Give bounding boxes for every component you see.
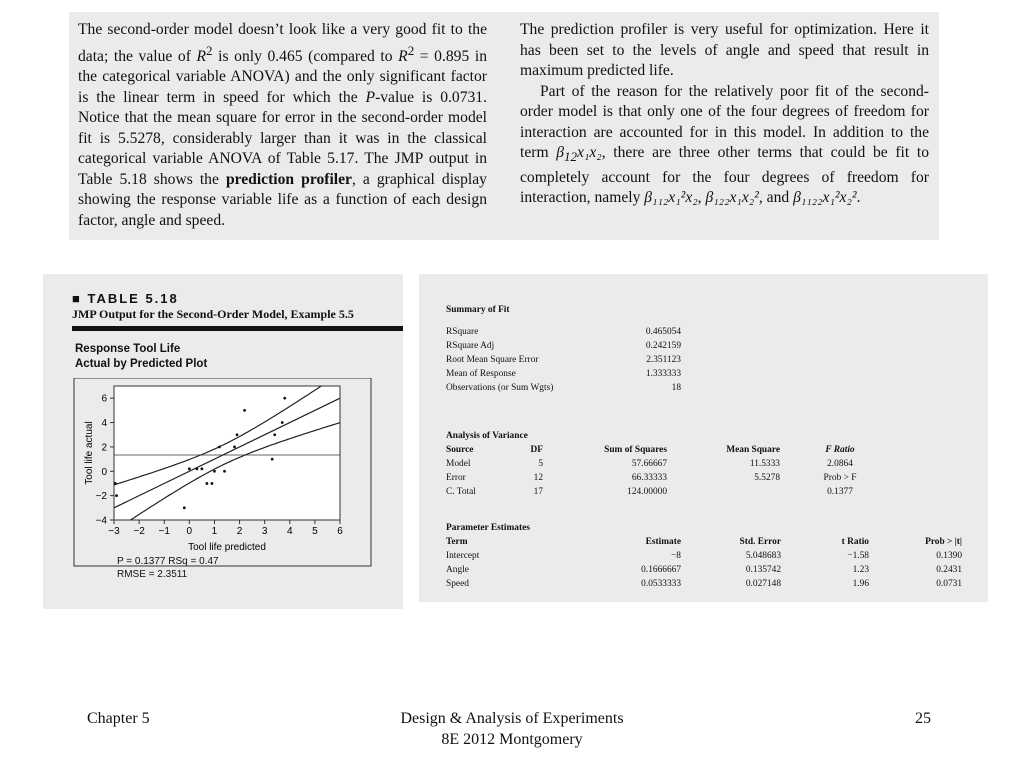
param-header-estimate: Estimate xyxy=(645,537,681,547)
param-angle-term: Angle xyxy=(446,565,469,575)
param-title: Parameter Estimates xyxy=(446,523,530,533)
text-panel xyxy=(69,12,939,240)
anova-prob-f-value: 0.1377 xyxy=(827,487,853,497)
text-run: , and xyxy=(758,189,794,207)
param-angle-estimate: 0.1666667 xyxy=(641,565,681,575)
data-point xyxy=(218,446,221,449)
beta-symbol: β xyxy=(556,144,565,161)
data-point xyxy=(114,482,117,485)
bold-term: prediction profiler xyxy=(225,170,352,188)
data-point xyxy=(195,467,198,470)
data-point xyxy=(200,467,203,470)
text-run: . xyxy=(856,189,861,207)
param-intercept-prob: 0.1390 xyxy=(936,551,962,561)
data-point xyxy=(206,482,209,485)
plot-stat-p-rsq: P = 0.1377 RSq = 0.47 xyxy=(117,556,219,567)
summary-value-observations: 18 xyxy=(671,383,681,393)
summary-label-observations: Observations (or Sum Wgts) xyxy=(446,383,554,393)
param-header-prob: Prob > |t| xyxy=(925,537,962,547)
data-point xyxy=(188,467,191,470)
table-panel xyxy=(43,274,403,609)
right-paragraph-2 xyxy=(520,82,929,209)
y-tick-label: 2 xyxy=(101,442,107,454)
param-intercept-tratio: −1.58 xyxy=(847,551,869,561)
anova-prob-f-label: Prob > F xyxy=(823,473,857,483)
anova-model-df: 5 xyxy=(538,459,543,469)
x-tick-label: −1 xyxy=(158,526,170,537)
data-point xyxy=(236,433,239,436)
anova-model-ss: 57.66667 xyxy=(631,459,667,469)
x-tick-label: 5 xyxy=(312,526,318,537)
math-term-3: β₁₁₂₂x₁²x₂² xyxy=(793,189,857,207)
anova-total-ss: 124.00000 xyxy=(627,487,667,497)
anova-header-ms: Mean Square xyxy=(726,445,780,455)
y-tick-label: −4 xyxy=(95,515,107,527)
data-point xyxy=(211,482,214,485)
param-intercept-term: Intercept xyxy=(446,551,480,561)
text-run: , a graphical display showing the response variable life as a function of each design factor, angle and speed. xyxy=(78,170,487,229)
x-tick-label: −3 xyxy=(108,526,120,537)
anova-error-ss: 66.33333 xyxy=(631,473,667,483)
anova-header-f: F Ratio xyxy=(825,445,855,455)
param-speed-stderr: 0.027148 xyxy=(745,579,781,589)
anova-error-source: Error xyxy=(446,473,466,483)
text-run: The second-order model doesn’t look like a very good fit to the data; the value of xyxy=(78,21,487,65)
y-tick-label: 0 xyxy=(101,466,107,478)
param-speed-term: Speed xyxy=(446,579,469,589)
math-factor: x₁x₂ xyxy=(577,144,602,161)
x-tick-label: −2 xyxy=(133,526,145,537)
y-axis-label: Tool life actual xyxy=(84,421,95,485)
anova-total-source: C. Total xyxy=(446,487,476,497)
plot-subtitle: Actual by Predicted Plot xyxy=(75,358,208,370)
summary-label-mean: Mean of Response xyxy=(446,369,516,379)
param-speed-tratio: 1.96 xyxy=(852,579,869,589)
anova-model-ms: 11.5333 xyxy=(749,459,780,469)
right-paragraph-1: The prediction profiler is very useful for optimization. Here it has been set to the levels of angle and speed that result in maximum predicted life. xyxy=(520,21,929,79)
data-point xyxy=(115,494,118,497)
param-header-term: Term xyxy=(446,537,468,547)
x-tick-label: 3 xyxy=(261,526,268,537)
anova-model-f: 2.0864 xyxy=(827,459,853,469)
anova-total-df: 17 xyxy=(533,487,543,497)
data-point xyxy=(271,458,274,461)
footer-title-line-1: Design & Analysis of Experiments xyxy=(400,710,624,727)
table-caption: JMP Output for the Second-Order Model, Example 5.5 xyxy=(72,307,354,321)
footer-title xyxy=(312,708,712,750)
x-tick-label: 2 xyxy=(236,526,243,537)
param-speed-prob: 0.0731 xyxy=(936,579,962,589)
text-run: , xyxy=(697,189,706,207)
footer-title-line-2: 8E 2012 Montgomery xyxy=(441,731,583,748)
param-intercept-estimate: −8 xyxy=(671,551,681,561)
plot-title: Response Tool Life xyxy=(75,343,181,355)
anova-model-source: Model xyxy=(446,459,471,469)
y-tick-label: 6 xyxy=(101,393,107,405)
anova-header-ss: Sum of Squares xyxy=(604,445,667,455)
superscript: 2 xyxy=(206,42,213,58)
text-column-left xyxy=(78,20,487,231)
data-point xyxy=(213,470,216,473)
math-p: P xyxy=(365,88,376,106)
y-tick-label: −2 xyxy=(95,491,107,503)
subscript: 12 xyxy=(564,149,578,165)
data-point xyxy=(223,470,226,473)
param-header-tratio: t Ratio xyxy=(841,537,869,547)
param-header-stderr: Std. Error xyxy=(739,537,781,547)
plot-stat-rmse: RMSE = 2.3511 xyxy=(117,569,188,580)
text-run: , there are three other terms that could be fit to completely account for the four degrees of freedom for interaction, namely xyxy=(520,144,929,207)
summary-label-rmse: Root Mean Square Error xyxy=(446,355,539,365)
actual-by-predicted-plot xyxy=(72,378,372,568)
data-point xyxy=(281,421,284,424)
summary-value-rmse: 2.351123 xyxy=(646,355,681,365)
param-intercept-stderr: 5.048683 xyxy=(745,551,781,561)
math-r: R xyxy=(196,47,207,65)
superscript: 2 xyxy=(407,42,415,58)
param-angle-prob: 0.2431 xyxy=(936,565,962,575)
text-run: Part of the reason for the relatively poor fit of the second-order model is that only one of the four degrees of freedom for interaction are accounted for in this model. In addition to the term xyxy=(520,82,929,161)
data-point xyxy=(233,446,236,449)
x-tick-label: 4 xyxy=(286,526,293,537)
math-term-1: β₁₁₂x₁²x₂ xyxy=(644,189,698,207)
left-paragraph xyxy=(78,20,487,231)
summary-value-mean: 1.333333 xyxy=(645,369,681,379)
param-speed-estimate: 0.0533333 xyxy=(641,579,681,589)
summary-label-rsquare: RSquare xyxy=(446,327,479,337)
data-point xyxy=(183,506,186,509)
param-angle-stderr: 0.135742 xyxy=(745,565,781,575)
x-tick-label: 1 xyxy=(211,526,218,537)
data-point xyxy=(273,433,276,436)
text-column-right xyxy=(520,20,929,209)
x-axis-label: Tool life predicted xyxy=(188,542,266,553)
y-tick-label: 4 xyxy=(101,418,107,430)
text-run: -value is 0.0731. Notice that the mean square for error in the second-order model fit is 5.5278, considerably larger than it was in the classical categorical variable ANOVA of Table 5.17. The JMP output in Table 5.18 shows the xyxy=(78,88,487,188)
footer-chapter: Chapter 5 xyxy=(87,710,150,727)
jmp-output-panel xyxy=(419,274,988,602)
summary-value-rsquare-adj: 0.242159 xyxy=(645,341,681,351)
x-tick-label: 6 xyxy=(337,526,343,537)
text-run: is only 0.465 (compared to xyxy=(212,47,399,65)
anova-header-df: DF xyxy=(530,445,543,455)
param-angle-tratio: 1.23 xyxy=(852,565,869,575)
math-term-main xyxy=(556,144,602,165)
data-point xyxy=(283,397,286,400)
caption-rule xyxy=(72,326,403,331)
x-tick-label: 0 xyxy=(186,526,193,537)
anova-header-source: Source xyxy=(446,445,474,455)
math-r: R xyxy=(398,47,408,65)
data-point xyxy=(243,409,246,412)
table-label: ■ TABLE 5.18 xyxy=(72,291,179,306)
summary-label-rsquare-adj: RSquare Adj xyxy=(446,341,495,351)
anova-title: Analysis of Variance xyxy=(446,431,528,441)
summary-value-rsquare: 0.465054 xyxy=(645,327,681,337)
math-term-2: β₁₂₂x₁x₂² xyxy=(705,189,759,207)
text-run: = 0.895 in the categorical variable ANOVA) and the only significant factor is the linear term in speed for which the xyxy=(78,47,487,106)
anova-error-df: 12 xyxy=(533,473,543,483)
footer-page-number: 25 xyxy=(915,710,931,727)
summary-title: Summary of Fit xyxy=(446,305,510,315)
anova-error-ms: 5.5278 xyxy=(754,473,780,483)
